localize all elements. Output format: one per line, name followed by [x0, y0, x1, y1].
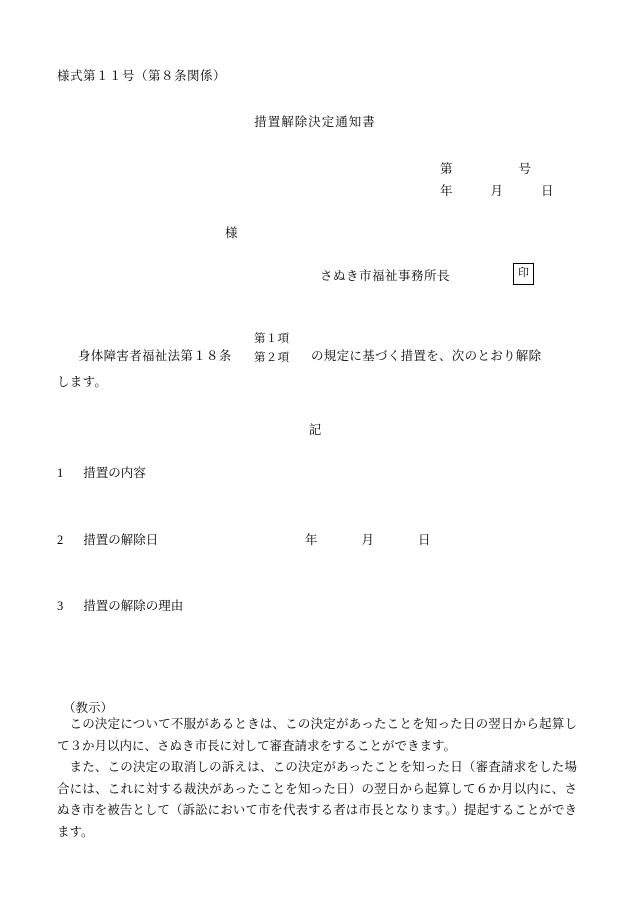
- issue-date-year: 年: [440, 184, 453, 198]
- document-number-label: 第: [440, 162, 453, 176]
- item-1-number: 1: [57, 466, 64, 480]
- item-1: [57, 463, 146, 481]
- notice-paragraph-1: この決定について不服があるときは、この決定があったことを知った日の翌日から起算して３か月以内に、さぬき市長に対して審査請求をすることができます。: [57, 717, 577, 753]
- item-2: [57, 530, 158, 548]
- body-text-middle: の規定に基づく措置を、次のとおり解除: [311, 349, 542, 363]
- addressee-honorific: 様: [225, 226, 238, 240]
- notice-heading: （教示）: [63, 701, 114, 715]
- clause-option-1: 第１項: [254, 333, 290, 345]
- notice-paragraph-2: また、この決定の取消しの訴えは、この決定があったことを知った日（審査請求をした場合には、これに対する裁決があったことを知った日）の翌日から起算して６か月以内に、さぬき市を被告として（訴訟において市を代表する者は市長となります。）提起することができます。: [57, 760, 577, 839]
- item-3-label: 措置の解除の理由: [83, 599, 184, 613]
- ki-heading: 記: [308, 423, 322, 437]
- issuer-name: さぬき市福祉事務所長: [320, 269, 451, 283]
- item-2-number: 2: [57, 533, 64, 547]
- clause-option-2: 第２項: [254, 352, 290, 364]
- body-text-end: します。: [57, 375, 108, 389]
- item-2-day: 日: [418, 533, 431, 547]
- document-number-suffix: 号: [518, 162, 532, 176]
- seal-icon: 印: [513, 263, 534, 285]
- form-number: 様式第１１号（第８条関係）: [57, 69, 227, 83]
- notice-body: [57, 714, 577, 843]
- clause-options: [254, 330, 289, 368]
- document-number-row: [440, 159, 531, 177]
- item-2-year: 年: [305, 533, 318, 547]
- issue-date-row: [440, 181, 554, 199]
- item-2-label: 措置の解除日: [83, 533, 159, 547]
- document-title: 措置解除決定通知書: [254, 115, 376, 129]
- body-law-reference: 身体障害者福祉法第１８条: [78, 349, 232, 363]
- item-3-number: 3: [57, 599, 64, 613]
- item-2-date-row: [305, 530, 431, 548]
- issue-date-month: 月: [490, 184, 504, 198]
- item-2-month: 月: [361, 533, 375, 547]
- item-1-label: 措置の内容: [83, 466, 146, 480]
- item-3: [57, 596, 183, 614]
- issue-date-day: 日: [541, 184, 554, 198]
